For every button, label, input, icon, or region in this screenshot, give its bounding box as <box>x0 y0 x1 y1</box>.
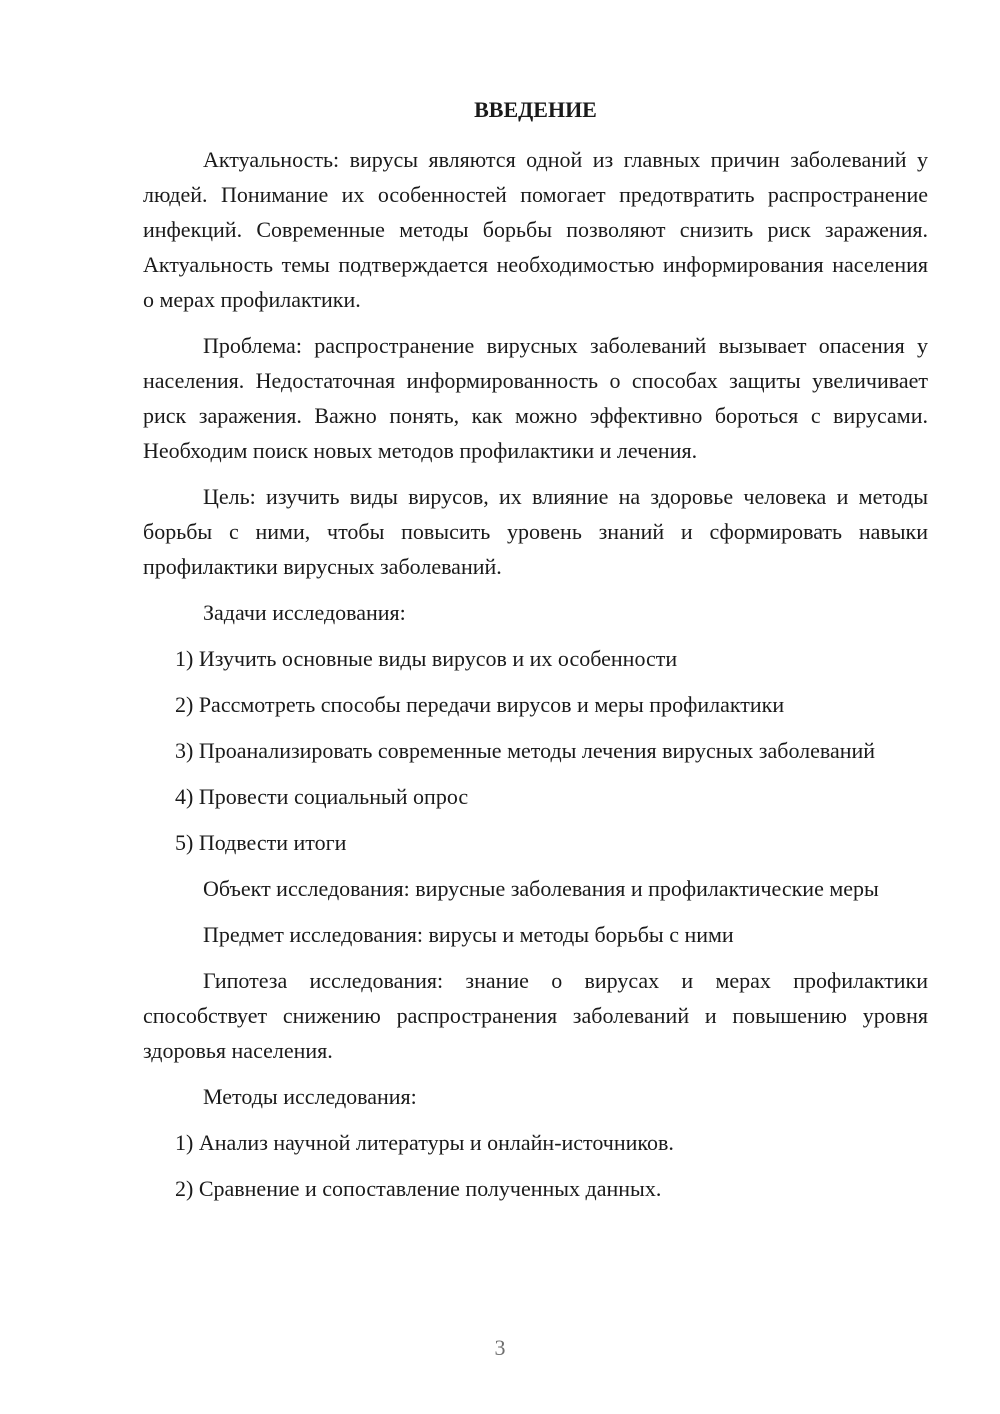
relevance-paragraph: Актуальность: вирусы являются одной из главных причин заболеваний у людей. Понимание их особенностей помогает предотвратить распространение инфекций. Современные методы борьбы позволяют снизить риск заражения. Актуальность темы подтверждается необходимостью информирования населения о мерах профилактики. <box>143 147 928 312</box>
task-item-5: 5) Подвести итоги <box>175 830 347 855</box>
object-paragraph: Объект исследования: вирусные заболевания и профилактические меры <box>203 876 879 901</box>
tasks-heading: Задачи исследования: <box>203 600 406 625</box>
document-page <box>143 96 928 1217</box>
page-number: 3 <box>494 1335 506 1360</box>
task-item-3: 3) Проанализировать современные методы лечения вирусных заболеваний <box>175 738 876 763</box>
method-item-1: 1) Анализ научной литературы и онлайн-источников. <box>175 1130 674 1155</box>
task-item-2: 2) Рассмотреть способы передачи вирусов и меры профилактики <box>175 692 785 717</box>
section-title: ВВЕДЕНИЕ <box>474 97 597 122</box>
hypothesis-paragraph: Гипотеза исследования: знание о вирусах и мерах профилактики способствует снижению распространения заболеваний и повышению уровня здоровья населения. <box>143 968 928 1063</box>
methods-heading: Методы исследования: <box>203 1084 417 1109</box>
task-item-4: 4) Провести социальный опрос <box>175 784 469 809</box>
problem-paragraph: Проблема: распространение вирусных заболеваний вызывает опасения у населения. Недостаточная информированность о способах защиты увеличивает риск заражения. Важно понять, как можно эффективно бороться с вирусами. Необходим поиск новых методов профилактики и лечения. <box>143 333 928 463</box>
subject-paragraph: Предмет исследования: вирусы и методы борьбы с ними <box>203 922 734 947</box>
task-item-1: 1) Изучить основные виды вирусов и их особенности <box>175 646 678 671</box>
method-item-2: 2) Сравнение и сопоставление полученных данных. <box>175 1176 662 1201</box>
goal-paragraph: Цель: изучить виды вирусов, их влияние на здоровье человека и методы борьбы с ними, чтобы повысить уровень знаний и сформировать навыки профилактики вирусных заболеваний. <box>143 484 928 579</box>
